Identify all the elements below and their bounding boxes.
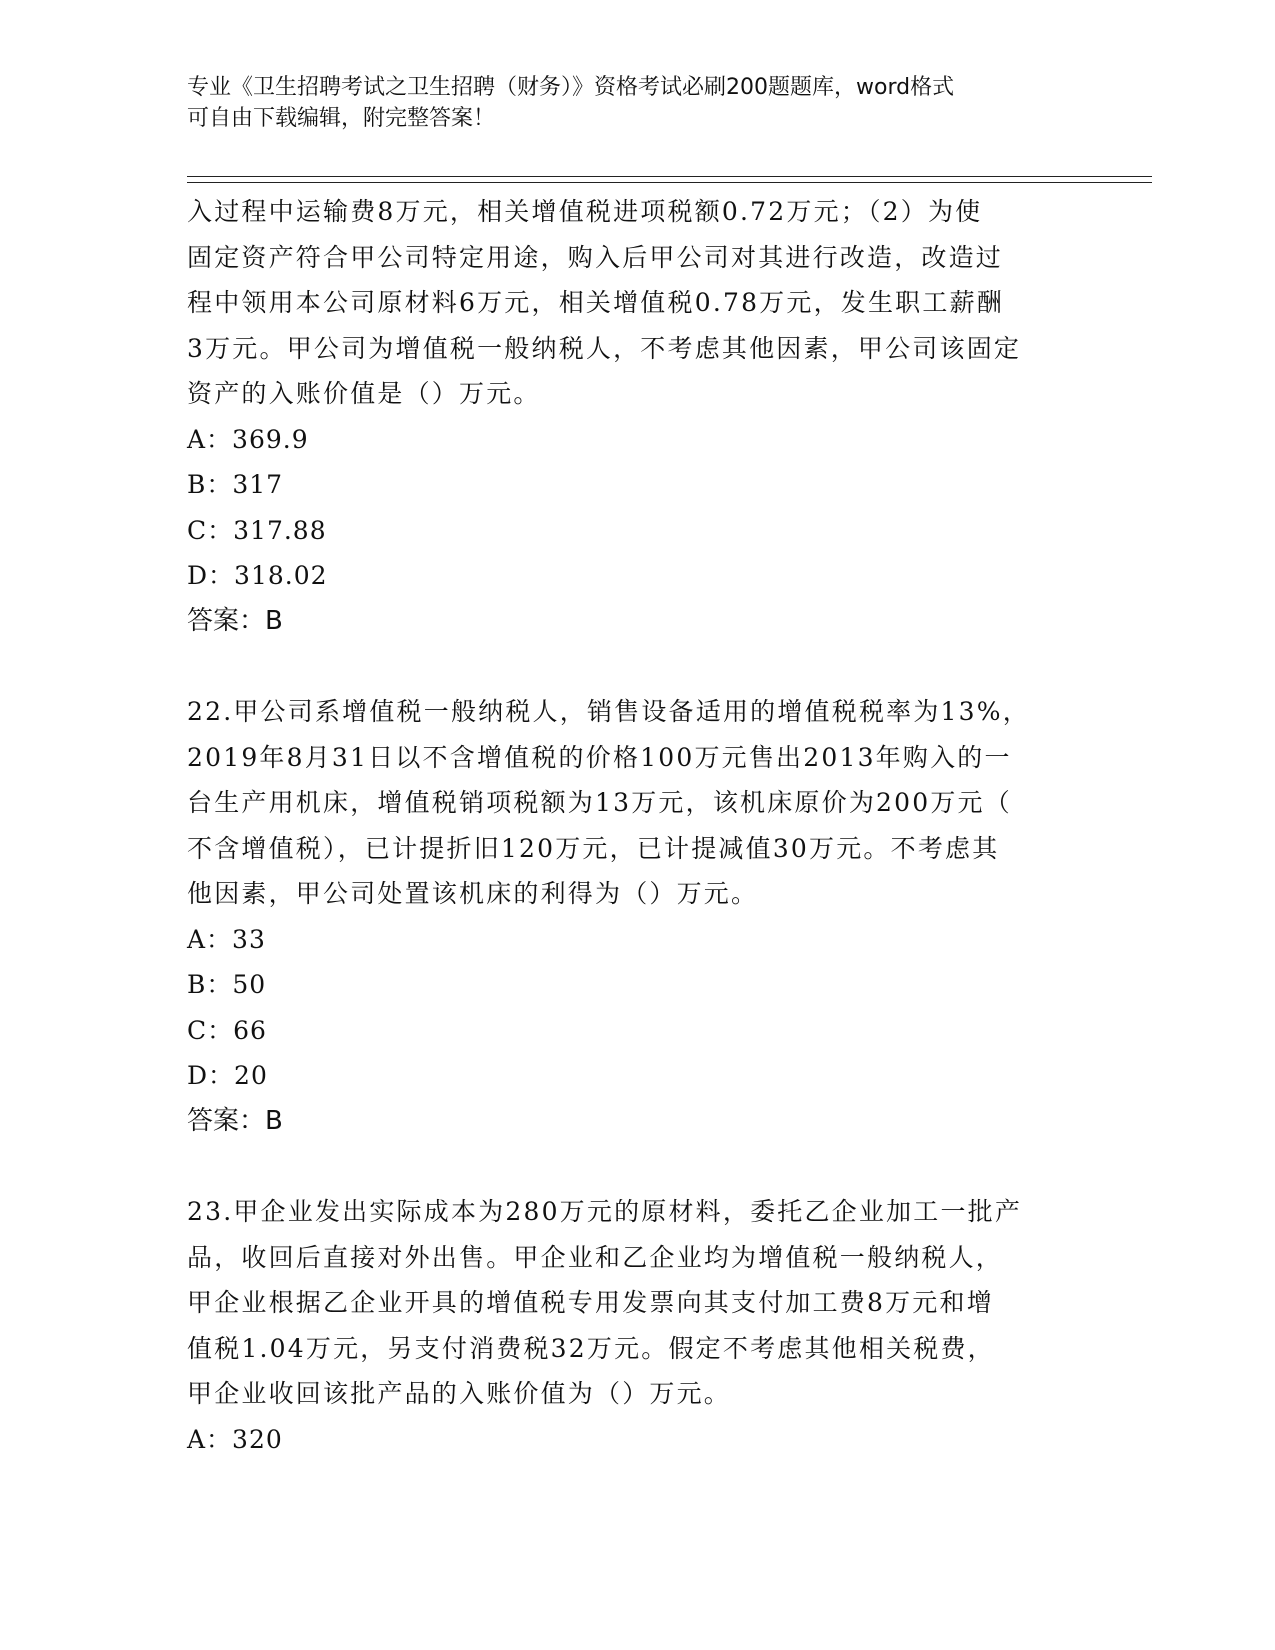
question-line: 23.甲企业发出实际成本为280万元的原材料，委托乙企业加工一批产 xyxy=(187,1197,1023,1226)
question-line: 不含增值税），已计提折旧120万元，已计提减值30万元。不考虑其 xyxy=(187,833,1000,863)
option-a: A：369.9 xyxy=(187,424,309,454)
question-23 xyxy=(187,1189,1087,1462)
question-line: 入过程中运输费8万元，相关增值税进项税额0.72万元；（2）为使 xyxy=(187,197,983,226)
header-divider-top xyxy=(187,176,1152,177)
question-21-continued xyxy=(187,189,1087,644)
question-text xyxy=(187,689,1087,917)
question-line: 品，收回后直接对外出售。甲企业和乙企业均为增值税一般纳税人， xyxy=(187,1242,1004,1272)
question-text xyxy=(187,189,1087,417)
option-a: A：33 xyxy=(187,924,266,954)
question-spacer xyxy=(187,644,1087,689)
question-line: 甲企业根据乙企业开具的增值税专用发票向其支付加工费8万元和增 xyxy=(187,1288,994,1317)
questions-body xyxy=(187,189,1087,1462)
question-line: 固定资产符合甲公司特定用途，购入后甲公司对其进行改造，改造过 xyxy=(187,242,1004,272)
option-a: A：320 xyxy=(187,1424,283,1454)
option-d: D：20 xyxy=(187,1061,268,1090)
question-22 xyxy=(187,689,1087,1144)
question-line: 甲企业收回该批产品的入账价值为（）万元。 xyxy=(187,1379,732,1408)
option-c: C：317.88 xyxy=(187,515,327,545)
question-spacer xyxy=(187,1144,1087,1189)
question-text xyxy=(187,1189,1087,1417)
question-line: 3万元。甲公司为增值税一般纳税人，不考虑其他因素，甲公司该固定 xyxy=(187,333,1022,363)
header-divider-bottom xyxy=(187,182,1152,183)
question-line: 22.甲公司系增值税一般纳税人，销售设备适用的增值税税率为13%， xyxy=(187,697,1030,726)
answer-line: 答案：B xyxy=(187,605,283,636)
page-header xyxy=(187,72,1087,134)
question-line: 台生产用机床，增值税销项税额为13万元，该机床原价为200万元（ xyxy=(187,788,1012,817)
question-line: 2019年8月31日以不含增值税的价格100万元售出2013年购入的一 xyxy=(187,742,1012,772)
answer-line: 答案：B xyxy=(187,1105,283,1136)
question-line: 程中领用本公司原材料6万元，相关增值税0.78万元，发生职工薪酬 xyxy=(187,288,1004,317)
option-b: B：50 xyxy=(187,970,267,999)
question-line: 资产的入账价值是（）万元。 xyxy=(187,379,541,408)
question-line: 他因素，甲公司处置该机床的利得为（）万元。 xyxy=(187,879,759,908)
option-c: C：66 xyxy=(187,1015,267,1045)
option-d: D：318.02 xyxy=(187,561,328,590)
option-b: B：317 xyxy=(187,470,284,499)
header-title-line-2: 可自由下载编辑，附完整答案！ xyxy=(187,106,496,131)
question-line: 值税1.04万元，另支付消费税32万元。假定不考虑其他相关税费， xyxy=(187,1333,995,1363)
header-title-line-1: 专业《卫生招聘考试之卫生招聘（财务）》资格考试必刷200题题库，word格式 xyxy=(187,75,955,100)
